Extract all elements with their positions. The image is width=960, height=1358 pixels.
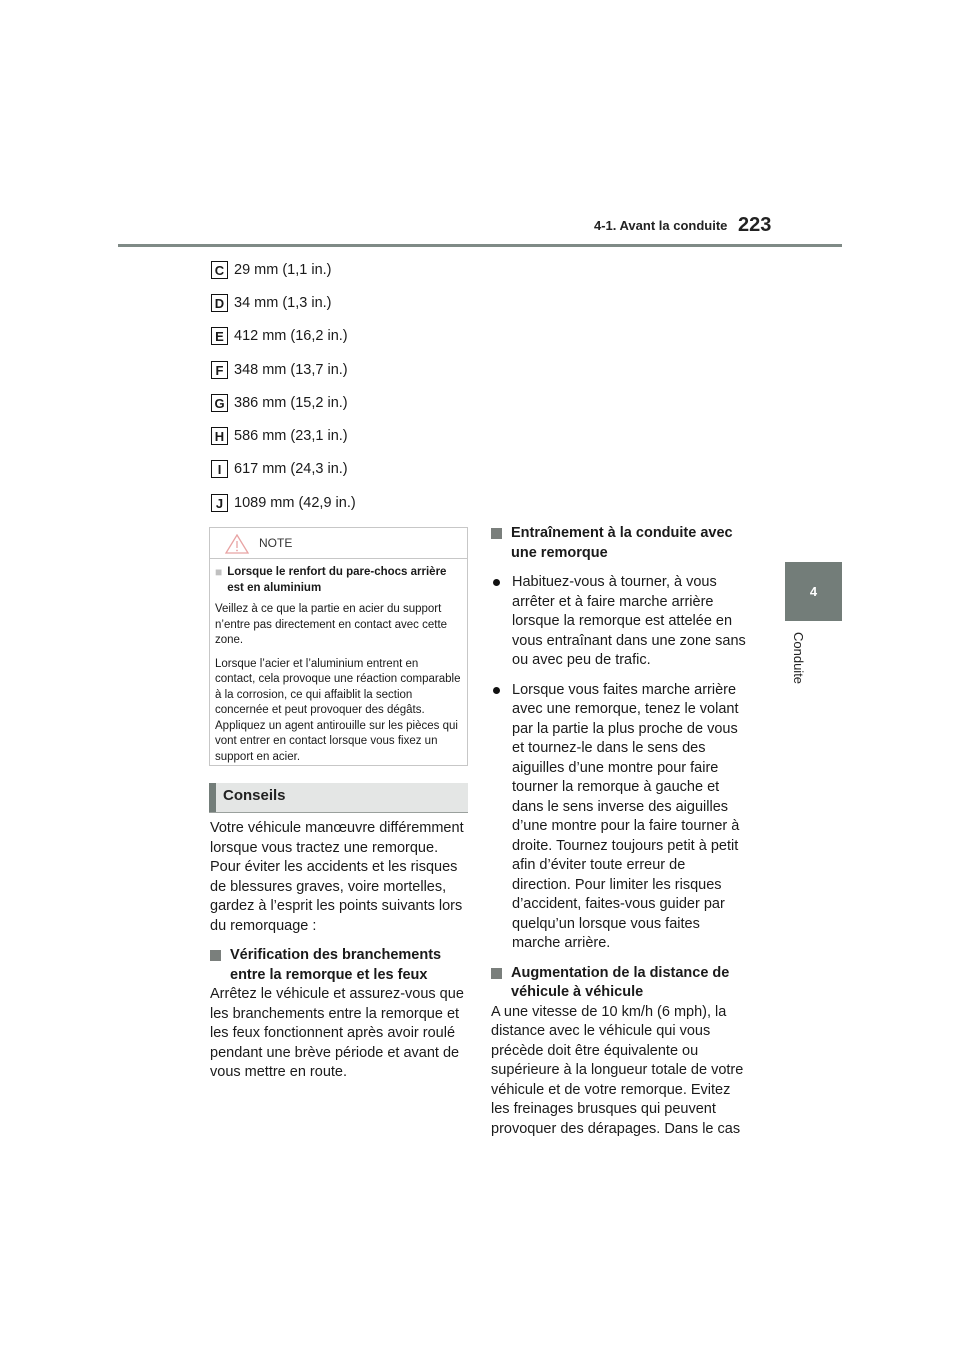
left-column bbox=[210, 819, 466, 1083]
dimension-item bbox=[211, 326, 348, 346]
page-number: 223 bbox=[738, 214, 772, 236]
section-text: Arrêtez le véhicule et assurez-vous que les branchements entre la remorque et les feux fonctionnent après avoir roulé pendant une brève période et avant de vous mettre en route. bbox=[210, 986, 464, 1080]
note-box bbox=[209, 527, 468, 766]
conseils-intro: Votre véhicule manœuvre différemment lorsque vous tractez une remorque. Pour éviter les accidents et les risques de blessures graves, voire mortelles, gardez à l’esprit les points suivants lors du remorquage : bbox=[210, 820, 464, 934]
dimension-value: 586 mm (23,1 in.) bbox=[234, 428, 348, 444]
dimension-item bbox=[211, 293, 332, 313]
dimension-item bbox=[211, 360, 348, 380]
dimension-item bbox=[211, 493, 356, 513]
section-heading-text: Augmentation de la distance de véhicule à véhicule bbox=[511, 964, 730, 1000]
dimension-letter: C bbox=[211, 261, 228, 279]
dimension-item bbox=[211, 459, 348, 479]
bullet-item bbox=[491, 681, 747, 954]
note-heading-text: Lorsque le renfort du pare-chocs arrière est en aluminium bbox=[227, 566, 447, 594]
dimension-letter: G bbox=[211, 394, 228, 412]
square-bullet-icon bbox=[491, 528, 502, 539]
warning-triangle-icon bbox=[225, 534, 249, 559]
dimension-letter: J bbox=[211, 494, 228, 512]
note-body bbox=[210, 559, 467, 765]
right-column bbox=[491, 524, 747, 1139]
dimension-item bbox=[211, 260, 332, 280]
note-paragraph: Veillez à ce que la partie en acier du support n’entre pas directement en contact avec cette zone. bbox=[215, 603, 448, 646]
note-paragraph: Lorsque l’acier et l’aluminium entrent en contact, cela provoque une réaction comparable à la corrosion, ce qui affaiblit la section concernée et peut provoquer des dégâts. Appliquez un agent antirouille sur les pièces qui vont entrer en contact lorsque vous fixez un support en acier. bbox=[215, 657, 461, 763]
dimension-value: 412 mm (16,2 in.) bbox=[234, 328, 348, 344]
bullet-dot-icon bbox=[493, 579, 500, 586]
section-heading-text: Entraînement à la conduite avec une remorque bbox=[511, 525, 733, 561]
dimension-letter: D bbox=[211, 294, 228, 312]
bullet-dot-icon bbox=[493, 687, 500, 694]
conseils-title: Conseils bbox=[223, 787, 286, 804]
header-rule bbox=[118, 244, 842, 247]
bullet-text: Habituez-vous à tourner, à vous arrêter et à faire marche arrière lorsque la remorque est attelée en vous entraînant dans une zone sans ou avec peu de trafic. bbox=[512, 574, 746, 668]
section-heading-text: Vérification des branchements entre la remorque et les feux bbox=[230, 947, 442, 983]
bullet-text: Lorsque vous faites marche arrière avec une remorque, tenez le volant par la partie la plus proche de vous et tournez-le dans le sens des aiguilles d’une montre pour faire tourner la remorque à gauche et dans le sens inverse des aiguilles d’une montre pour la faire tourner à droite. Tournez toujours petit à petit afin d’éviter toute erreur de direction. Pour limiter les risques d’accident, faites-vous guider par quelqu’un lorsque vous faites marche arrière. bbox=[512, 681, 740, 951]
section-text: A une vitesse de 10 km/h (6 mph), la distance avec le véhicule qui vous précède doit être équivalente ou supérieure à la longueur totale de votre véhicule et de votre remorque. Evitez les freinages brusques qui peuvent provoquer des dérapages. Dans le cas bbox=[491, 1003, 744, 1137]
note-label: NOTE bbox=[259, 536, 293, 550]
section-heading bbox=[491, 524, 747, 563]
dimension-value: 34 mm (1,3 in.) bbox=[234, 295, 332, 311]
conseils-bar bbox=[209, 783, 468, 813]
dimension-letter: F bbox=[211, 361, 228, 379]
chapter-label: Conduite bbox=[791, 632, 806, 685]
section-header: 4-1. Avant la conduite bbox=[594, 218, 728, 233]
dimension-value: 29 mm (1,1 in.) bbox=[234, 262, 332, 278]
dimension-value: 617 mm (24,3 in.) bbox=[234, 461, 348, 477]
dimension-item bbox=[211, 393, 348, 413]
conseils-accent bbox=[209, 783, 216, 812]
note-header bbox=[210, 528, 467, 559]
dimension-value: 1089 mm (42,9 in.) bbox=[234, 495, 356, 511]
note-heading bbox=[215, 565, 461, 596]
dimension-value: 386 mm (15,2 in.) bbox=[234, 395, 348, 411]
dimension-letter: H bbox=[211, 427, 228, 445]
chapter-tab: 4 bbox=[785, 562, 842, 621]
section-heading bbox=[491, 964, 747, 1003]
dimension-letter: E bbox=[211, 327, 228, 345]
square-bullet-icon bbox=[491, 968, 502, 979]
square-bullet-icon: ■ bbox=[215, 565, 223, 579]
section-heading bbox=[210, 946, 466, 985]
dimension-value: 348 mm (13,7 in.) bbox=[234, 362, 348, 378]
dimension-item bbox=[211, 426, 348, 446]
bullet-item bbox=[491, 573, 747, 671]
square-bullet-icon bbox=[210, 950, 221, 961]
dimension-letter: I bbox=[211, 460, 228, 478]
